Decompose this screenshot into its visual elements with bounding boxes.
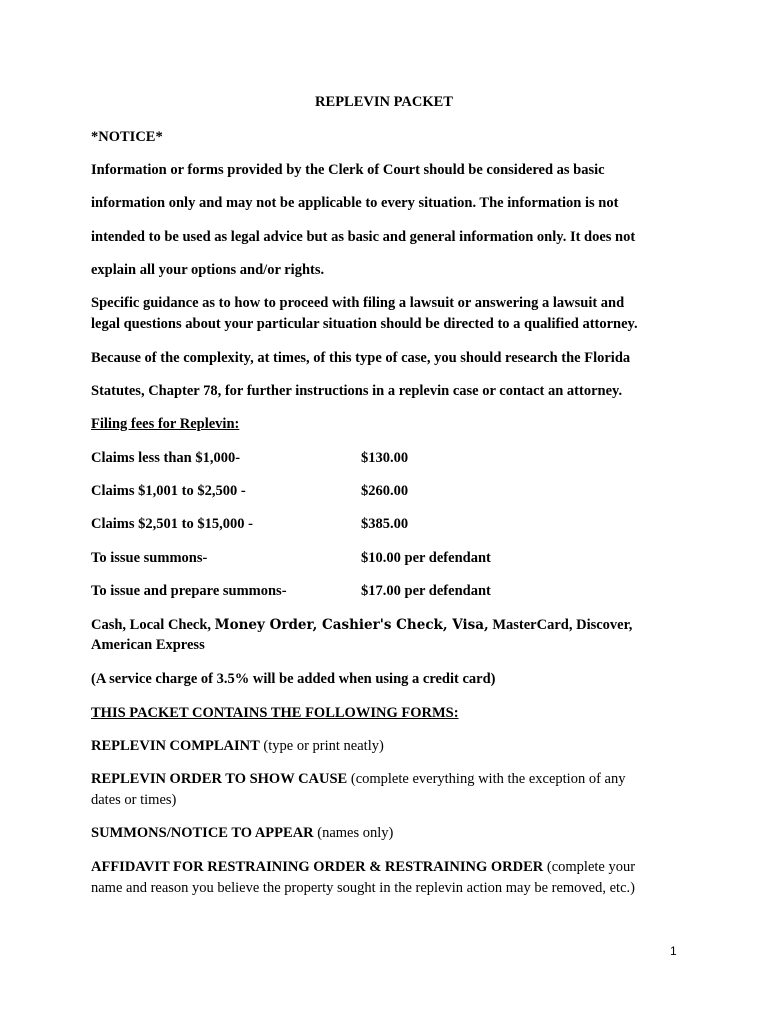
notice-para3-line1: Because of the complexity, at times, of this type of case, you should research the Florida [91,350,631,366]
payment-methods-line2: American Express [91,637,205,653]
fee-label: To issue summons- [91,550,208,566]
payment-methods-part-c: MasterCard, Discover, [488,617,633,633]
payment-methods-part-a: Cash, Local Check, [91,617,215,633]
form-item [91,737,384,755]
form-item-name: REPLEVIN ORDER TO SHOW CAUSE [91,771,348,787]
notice-heading: *NOTICE* [91,129,163,145]
fee-label: Claims $1,001 to $2,500 - [91,483,246,499]
fee-amount: $385.00 [361,516,409,532]
service-charge-note: (A service charge of 3.5% will be added when using a credit card) [91,671,496,687]
payment-methods-part-b: Money Order, Cashier's Check, Visa, [214,617,489,633]
notice-para1-line2: information only and may not be applicable to every situation. The information is not [91,195,619,211]
fee-label: Claims less than $1,000- [91,450,241,466]
form-item-name: REPLEVIN COMPLAINT [91,738,260,754]
form-item-note: (complete your [543,859,636,875]
fees-heading: Filing fees for Replevin: [91,416,240,432]
fee-label: To issue and prepare summons- [91,583,287,599]
notice-para1-line4: explain all your options and/or rights. [91,262,325,278]
notice-para1-line1: Information or forms provided by the Clerk of Court should be considered as basic [91,162,605,178]
document-title: REPLEVIN PACKET [315,94,453,110]
form-item [91,824,393,842]
form-item-note-continued: dates or times) [91,792,177,808]
form-item-note: (type or print neatly) [259,738,384,754]
form-item-note-continued: name and reason you believe the property sought in the replevin action may be removed, etc.) [91,880,635,896]
form-item-name: SUMMONS/NOTICE TO APPEAR [91,825,314,841]
payment-methods-line1 [91,616,632,634]
fee-label: Claims $2,501 to $15,000 - [91,516,253,532]
notice-para2-line2: legal questions about your particular situation should be directed to a qualified attorney. [91,316,638,332]
form-item [91,858,635,876]
notice-para2-line1: Specific guidance as to how to proceed with filing a lawsuit or answering a lawsuit and [91,295,625,311]
fee-amount: $10.00 per defendant [361,550,491,566]
fee-amount: $130.00 [361,450,409,466]
form-item-name: AFFIDAVIT FOR RESTRAINING ORDER & RESTRAINING ORDER [91,859,544,875]
form-item [91,770,625,788]
form-item-note: (complete everything with the exception of any [347,771,626,787]
forms-heading: THIS PACKET CONTAINS THE FOLLOWING FORMS: [91,705,459,721]
fee-amount: $260.00 [361,483,409,499]
form-item-note: (names only) [313,825,394,841]
page-number: 1 [670,944,677,958]
fee-amount: $17.00 per defendant [361,583,491,599]
notice-para1-line3: intended to be used as legal advice but as basic and general information only. It does not [91,229,636,245]
notice-para3-line2: Statutes, Chapter 78, for further instructions in a replevin case or contact an attorney. [91,383,623,399]
